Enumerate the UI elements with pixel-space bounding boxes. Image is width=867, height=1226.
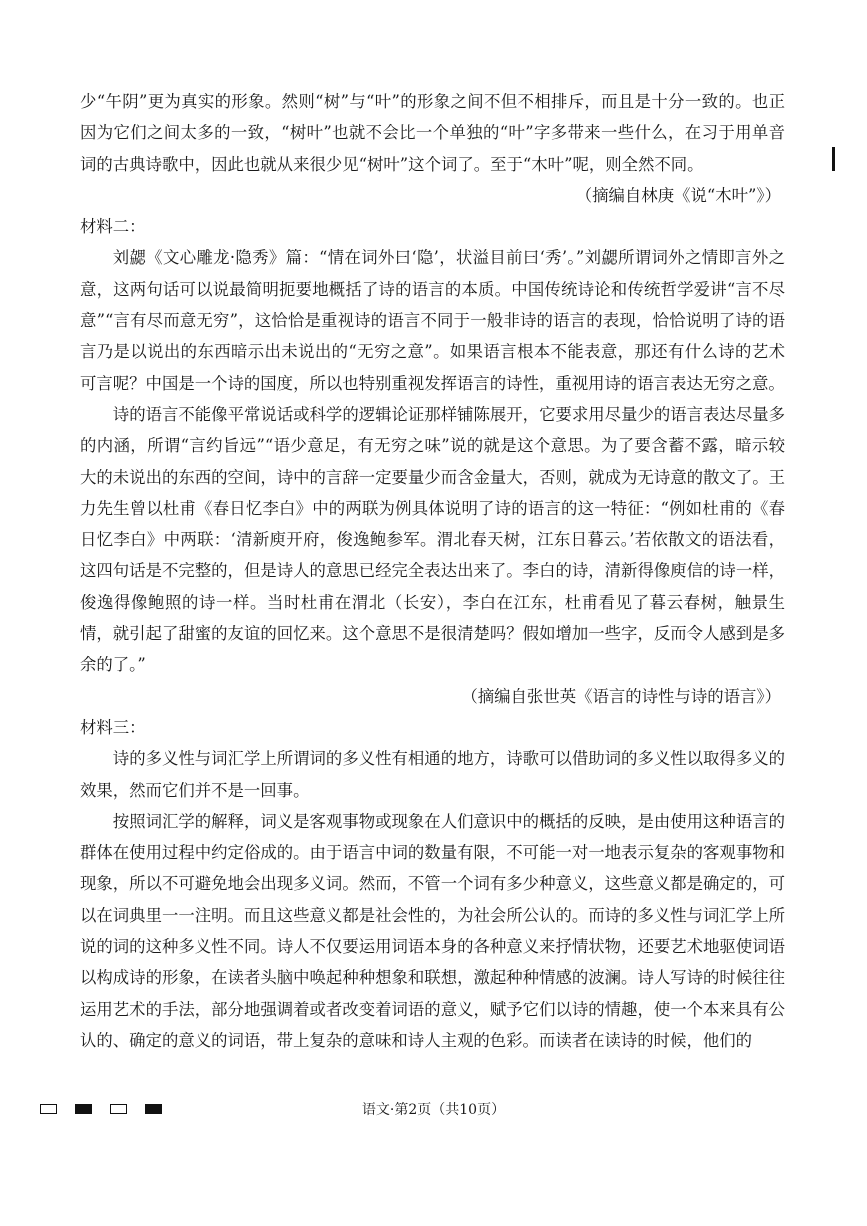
- source-citation: （摘编自张世英《语言的诗性与诗的语言》）: [461, 686, 781, 706]
- paragraph: 按照词汇学的解释，词义是客观事物或现象在人们意识中的概括的反映，是由使用这种语言的群体在使用过程中约定俗成的。由于语言中词的数量有限，不可能一对一地表示复杂的客观事物和现象，所以不可避免地会出现多义词。然而，不管一个词有多少种意义，这些意义都是确定的，可以在词典里一一注明。而且这些意义都是社会性的，为社会所公认的。而诗的多义性与词汇学上所说的词的这种多义性不同。诗人不仅要运用词语本身的各种意义来抒情状物，还要艺术地驱使词语以构成诗的形象，在读者头脑中唤起种种想象和联想，激起种种情感的波澜。诗人写诗的时候往往运用艺术的手法，部分地强调着或者改变着词语的意义，赋予它们以诗的情趣，使一个本来具有公认的、确定的意义的词语，带上复杂的意味和诗人主观的色彩。而读者在读诗的时候，他们的: [80, 811, 785, 1050]
- material-heading: 材料三：: [80, 717, 146, 737]
- paragraph: 刘勰《文心雕龙·隐秀》篇：“情在词外曰‘隐’，状溢目前曰‘秀’。”刘勰所谓词外之情即言外之意，这两句话可以说最简明扼要地概括了诗的语言的本质。中国传统诗论和传统哲学爱讲“言不尽意”“言有尽而意无穷”，这恰恰是重视诗的语言不同于一般非诗的语言的表现，恰恰说明了诗的语言乃是以说出的东西暗示出未说出的“无穷之意”。如果语言根本不能表意，那还有什么诗的艺术可言呢？中国是一个诗的国度，所以也特别重视发挥语言的诗性，重视用诗的语言表达无穷之意。: [80, 248, 785, 393]
- page-footer: [0, 1100, 867, 1130]
- source-citation: （摘编自林庚《说“木叶”》）: [575, 185, 781, 205]
- reading-material: [80, 86, 785, 1056]
- page-number: 语文·第2页（共10页）: [361, 1102, 506, 1118]
- paragraph: 诗的多义性与词汇学上所谓词的多义性有相通的地方，诗歌可以借助词的多义性以取得多义的效果，然而它们并不是一回事。: [80, 749, 785, 800]
- margin-mark: [832, 147, 835, 171]
- paragraph: 诗的语言不能像平常说话或科学的逻辑论证那样铺陈展开，它要求用尽量少的语言表达尽量多的内涵，所谓“言约旨远”“语少意足，有无穷之味”说的就是这个意思。为了要含蓄不露，暗示较大的未说出的东西的空间，诗中的言辞一定要量少而含金量大，否则，就成为无诗意的散文了。王力先生曾以杜甫《春日忆李白》中的两联为例具体说明了诗的语言的这一特征：“例如杜甫的《春日忆李白》中两联：‘清新庾开府，俊逸鲍参军。渭北春天树，江东日暮云。’若依散文的语法看，这四句话是不完整的，但是诗人的意思已经完全表达出来了。李白的诗，清新得像庾信的诗一样，俊逸得像鲍照的诗一样。当时杜甫在渭北（长安），李白在江东，杜甫看见了暮云春树，触景生情，就引起了甜蜜的友谊的回忆来。这个意思不是很清楚吗？假如增加一些字，反而令人感到是多余的了。”: [80, 404, 785, 675]
- material-heading: 材料二：: [80, 217, 146, 237]
- paragraph-continued: 少“午阴”更为真实的形象。然则“树”与“叶”的形象之间不但不相排斥，而且是十分一致的。也正因为它们之间太多的一致，“树叶”也就不会比一个单独的“叶”字多带来一些什么，在习于用单音词的古典诗歌中，因此也就从来很少见“树叶”这个词了。至于“木叶”呢，则全然不同。: [80, 92, 785, 174]
